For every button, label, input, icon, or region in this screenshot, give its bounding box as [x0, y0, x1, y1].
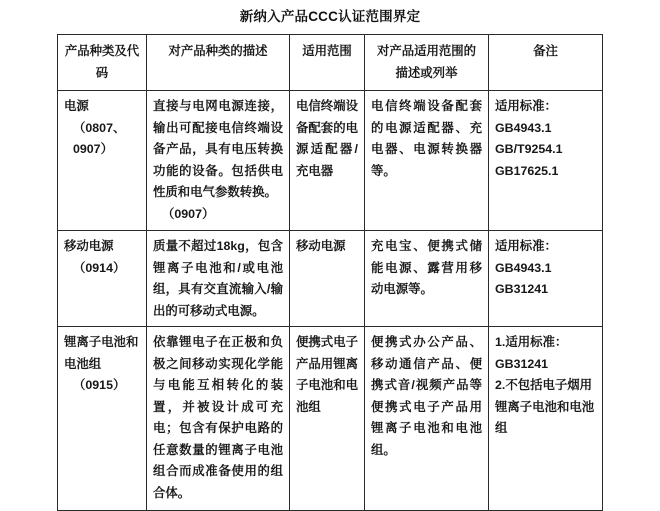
cell-remark — [489, 91, 603, 231]
description-code: （0907） — [162, 206, 215, 221]
cell-category — [58, 327, 147, 511]
table-row — [58, 327, 603, 511]
remark-line: 适用标准： — [495, 239, 557, 253]
category-name: 电源 — [64, 99, 89, 113]
cell-scope-detail: 电信终端设备配套的电源适配器、充电器、电源转换器等。 — [365, 91, 489, 231]
remark-line: GB31241 — [495, 282, 549, 296]
cell-scope: 移动电源 — [290, 231, 365, 327]
cell-description — [147, 327, 290, 511]
cell-description — [147, 91, 290, 231]
ccc-scope-table — [57, 34, 603, 511]
cell-scope: 便携式电子产品用锂离子电池和电池组 — [290, 327, 365, 511]
page-title: 新纳入产品CCC认证范围界定 — [239, 9, 421, 24]
table-row — [58, 91, 603, 231]
cell-remark — [489, 231, 603, 327]
description-text: 质量不超过18kg，包含锂离子电池和/或电池组，具有交直流输入/输出的可移动式电源。 — [153, 239, 283, 318]
remark-line: GB17625.1 — [495, 163, 559, 178]
table-container — [57, 34, 603, 511]
remark-line: GB/T9254.1 — [495, 142, 563, 156]
category-name: 移动电源 — [64, 239, 114, 253]
description-text: 直接与电网电源连接，输出可配接电信终端设备产品，具有电压转换功能的设备。包括供电性质和电气参数转换。 — [153, 99, 283, 199]
remark-line: GB31241 — [495, 356, 549, 371]
cell-category — [58, 91, 147, 231]
table-row — [58, 231, 603, 327]
cell-remark — [489, 327, 603, 511]
category-code: （0914） — [73, 260, 126, 275]
remark-line: GB4943.1 — [495, 120, 552, 135]
column-header-scope-detail: 对产品适用范围的描述或列举 — [365, 35, 489, 91]
remark-line: 2.不包括电子烟用锂离子电池和电池组 — [495, 378, 595, 435]
category-name: 锂离子电池和电池组 — [64, 335, 139, 371]
category-code: （0915） — [73, 378, 126, 392]
cell-scope: 电信终端设备配套的电源适配器/充电器 — [290, 91, 365, 231]
column-header-category: 产品种类及代码 — [58, 35, 147, 91]
cell-scope-detail: 便携式办公产品、移动通信产品、便携式音/视频产品等便携式电子产品用锂离子电池和电池组。 — [365, 327, 489, 511]
description-text: 依靠锂电子在正极和负极之间移动实现化学能与电能互相转化的装置，并被设计成可充电；包含有保护电路的任意数量的锂离子电池组合而成准备使用的组合体。 — [153, 335, 283, 500]
category-code: （0807、0907） — [73, 120, 126, 156]
remark-line: GB4943.1 — [495, 260, 552, 275]
column-header-description: 对产品种类的描述 — [147, 35, 290, 91]
column-header-scope: 适用范围 — [290, 35, 365, 91]
cell-description — [147, 231, 290, 327]
column-header-remark: 备注 — [489, 35, 603, 91]
table-header-row — [58, 35, 603, 91]
remark-line: 适用标准： — [495, 99, 557, 113]
cell-scope-detail: 充电宝、便携式储能电源、露营用移动电源等。 — [365, 231, 489, 327]
cell-category — [58, 231, 147, 327]
remark-line: 1.适用标准： — [495, 335, 568, 349]
